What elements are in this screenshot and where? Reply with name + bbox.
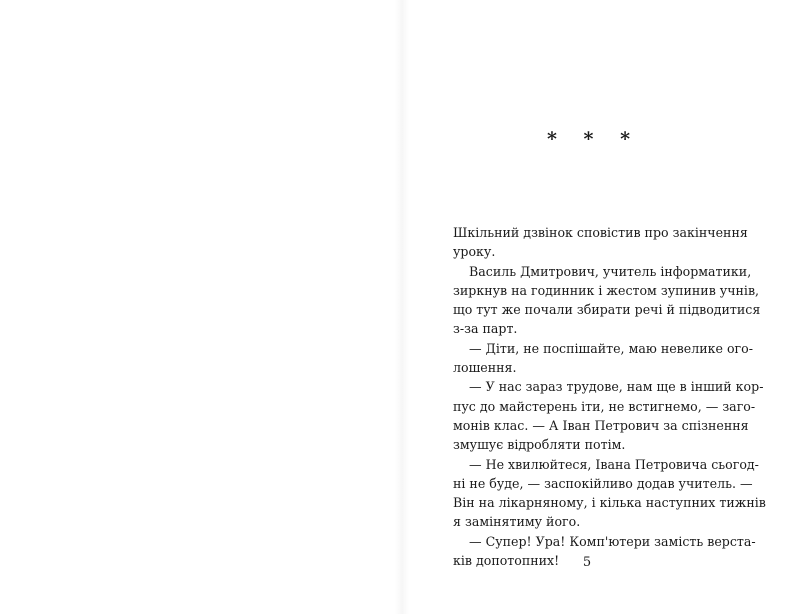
text-line: монів клас. — А Іван Петрович за спізнення — [453, 417, 749, 433]
text-line: — У нас зараз трудове, нам ще в інший кор- — [469, 379, 764, 395]
text-line: лошення. — [453, 360, 517, 376]
text-line: Василь Дмитрович, учитель інформатики, — [469, 263, 752, 279]
text-line: що тут же почали збирати речі й підводитися — [453, 302, 761, 318]
text-line: ні не буде, — заспокійливо додав учитель. — — [453, 475, 753, 491]
body-text — [453, 223, 766, 570]
text-line: — Не хвилюйтеся, Івана Петровича сьогод- — [469, 456, 759, 472]
text-line: змушує відробляти потім. — [453, 437, 626, 453]
section-separator: * * * — [547, 128, 641, 150]
text-line: я замінятиму його. — [453, 514, 581, 530]
text-line: з-за парт. — [453, 321, 518, 337]
text-line: — Діти, не поспішайте, маю невелике ого- — [469, 340, 753, 356]
text-line: Він на лікарняному, і кілька наступних тижнів — [453, 495, 766, 511]
text-line: Шкільний дзвінок сповістив про закінчення — [453, 225, 748, 240]
text-line: зиркнув на годинник і жестом зупинив учнів, — [453, 282, 760, 298]
text-line: уроку. — [453, 244, 496, 260]
text-line: пус до майстерень іти, не встигнемо, — заго- — [453, 398, 756, 414]
text-line: ків допотопних! — [453, 553, 560, 569]
page-number: 5 — [582, 555, 592, 570]
text-line: — Супер! Ура! Комп'ютери замість верста- — [469, 533, 756, 549]
